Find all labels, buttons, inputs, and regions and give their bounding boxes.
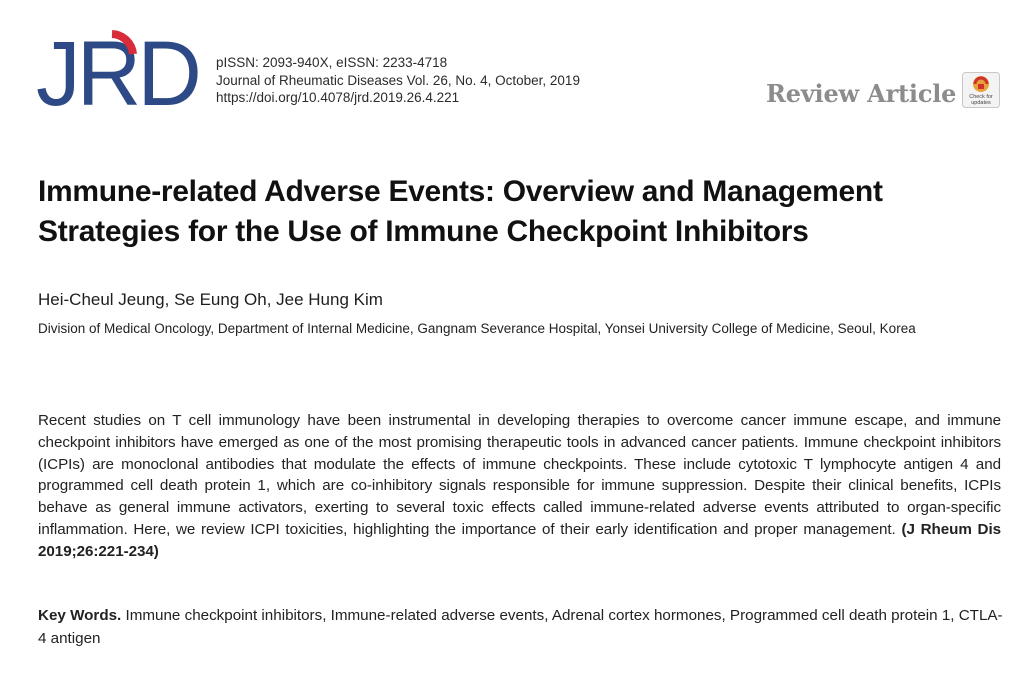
check-for-updates-badge[interactable] xyxy=(962,72,1000,108)
author-list: Hei-Cheul Jeung, Se Eung Oh, Jee Hung Kim xyxy=(38,290,383,309)
abstract xyxy=(38,410,1001,563)
keywords-label: Key Words. xyxy=(38,607,122,624)
keywords xyxy=(38,604,1003,650)
title-line-1: Immune-related Adverse Events: Overview and Management xyxy=(38,175,883,208)
badge-line2: updates xyxy=(971,100,991,106)
abstract-text: Recent studies on T cell immunology have been instrumental in developing therapies to overcome cancer immune escape, and immune checkpoint inhibitors have emerged as one of the most promising therapeutic tools in advanced cancer patients. Immune checkpoint inhibitors (ICPIs) are monoclonal antibodies that modulate the effects of immune checkpoints. These include cytotoxic T lymphocyte antigen 4 and programmed cell death protein 1, which are co-inhibitory signals responsible for immune suppression. Despite their clinical benefits, ICPIs behave as general immune activators, exerting to several toxic effects called immune-related adverse events attributed to organ-specific inflammation. Here, we review ICPI toxicities, highlighting the importance of their early identification and proper management. xyxy=(38,412,1001,538)
doi-link[interactable]: https://doi.org/10.4078/jrd.2019.26.4.221 xyxy=(216,90,460,105)
journal-info xyxy=(216,54,580,107)
affiliation: Division of Medical Oncology, Department of Internal Medicine, Gangnam Severance Hospital, Yonsei University College of Medicine, Seoul, Korea xyxy=(38,321,916,336)
title-line-2: Strategies for the Use of Immune Checkpoint Inhibitors xyxy=(38,215,809,248)
article-type-label: Review Article xyxy=(766,79,957,108)
logo-text: JRD xyxy=(36,24,199,116)
jrd-logo xyxy=(36,24,201,116)
keywords-text: Immune checkpoint inhibitors, Immune-related adverse events, Adrenal cortex hormones, Programmed cell death protein 1, CTLA-4 antigen xyxy=(38,607,1003,647)
article-title xyxy=(38,172,1018,252)
journal-citation: Journal of Rheumatic Diseases Vol. 26, No. 4, October, 2019 xyxy=(216,72,580,88)
badge-line1: Check for xyxy=(969,94,993,100)
issn-line: pISSN: 2093-940X, eISSN: 2233-4718 xyxy=(216,55,448,70)
abstract-citation: (J Rheum Dis 2019;26:221-234) xyxy=(38,520,1002,560)
